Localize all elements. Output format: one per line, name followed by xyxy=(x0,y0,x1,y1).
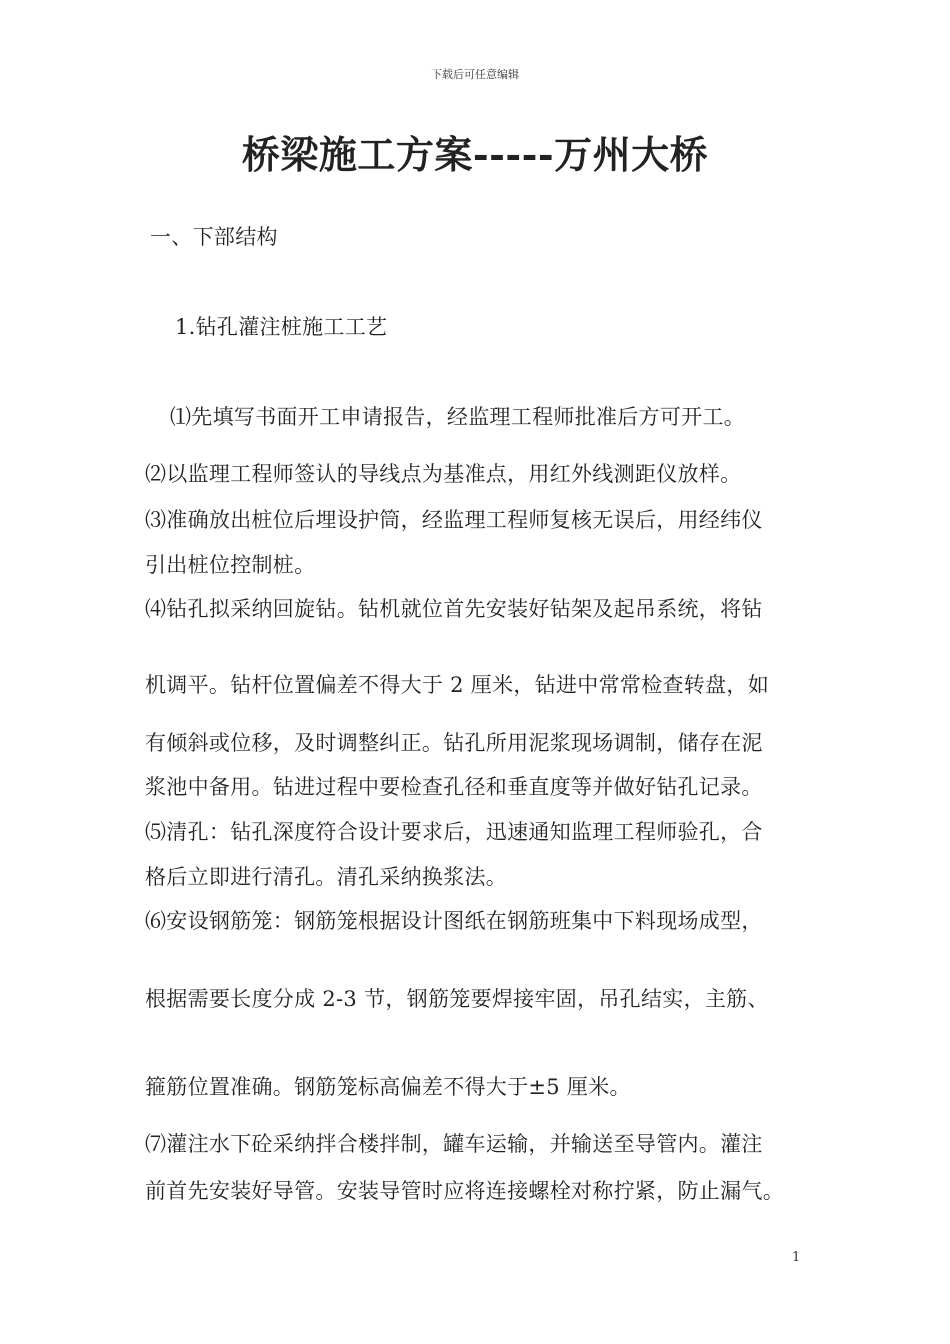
body-line: 根据需要长度分成 2-3 节，钢筋笼要焊接牢固，吊孔结实，主筋、 xyxy=(145,987,769,1011)
body-line: 前首先安装好导管。安装导管时应将连接螺栓对称拧紧，防止漏气。 xyxy=(145,1179,784,1203)
body-line: 机调平。钻杆位置偏差不得大于 2 厘米，钻进中常常检查转盘，如 xyxy=(145,673,770,697)
body-line: ⑷钻孔拟采纳回旋钻。钻机就位首先安装好钻架及起吊系统，将钻 xyxy=(145,597,763,621)
section-heading: 一、下部结构 xyxy=(150,225,278,249)
header-note: 下载后可任意编辑 xyxy=(431,68,519,81)
body-line: 引出桩位控制桩。 xyxy=(145,553,316,577)
body-line: ⑶准确放出桩位后埋设护筒，经监理工程师复核无误后，用经纬仪 xyxy=(145,508,763,532)
body-line: ⑸清孔：钻孔深度符合设计要求后，迅速通知监理工程师验孔，合 xyxy=(145,820,763,844)
body-line: 浆池中备用。钻进过程中要检查孔径和垂直度等并做好钻孔记录。 xyxy=(145,775,763,799)
subsection-heading: 1.钻孔灌注桩施工工艺 xyxy=(175,315,388,339)
page-number: 1 xyxy=(792,1250,801,1265)
body-line: 格后立即进行清孔。清孔采纳换浆法。 xyxy=(145,865,508,889)
body-line: ⑹安设钢筋笼：钢筋笼根据设计图纸在钢筋班集中下料现场成型， xyxy=(145,909,763,933)
body-line: ⑺灌注水下砼采纳拌合楼拌制，罐车运输，并输送至导管内。灌注 xyxy=(145,1132,763,1156)
body-line: 有倾斜或位移，及时调整纠正。钻孔所用泥浆现场调制，储存在泥 xyxy=(145,731,763,755)
body-line: 箍筋位置准确。钢筋笼标高偏差不得大于±5 厘米。 xyxy=(145,1075,631,1099)
body-line: ⑵以监理工程师签认的导线点为基准点，用红外线测距仪放样。 xyxy=(145,462,742,486)
body-line: ⑴先填写书面开工申请报告，经监理工程师批准后方可开工。 xyxy=(170,405,746,429)
document-title: 桥梁施工方案-----万州大桥 xyxy=(241,132,709,177)
